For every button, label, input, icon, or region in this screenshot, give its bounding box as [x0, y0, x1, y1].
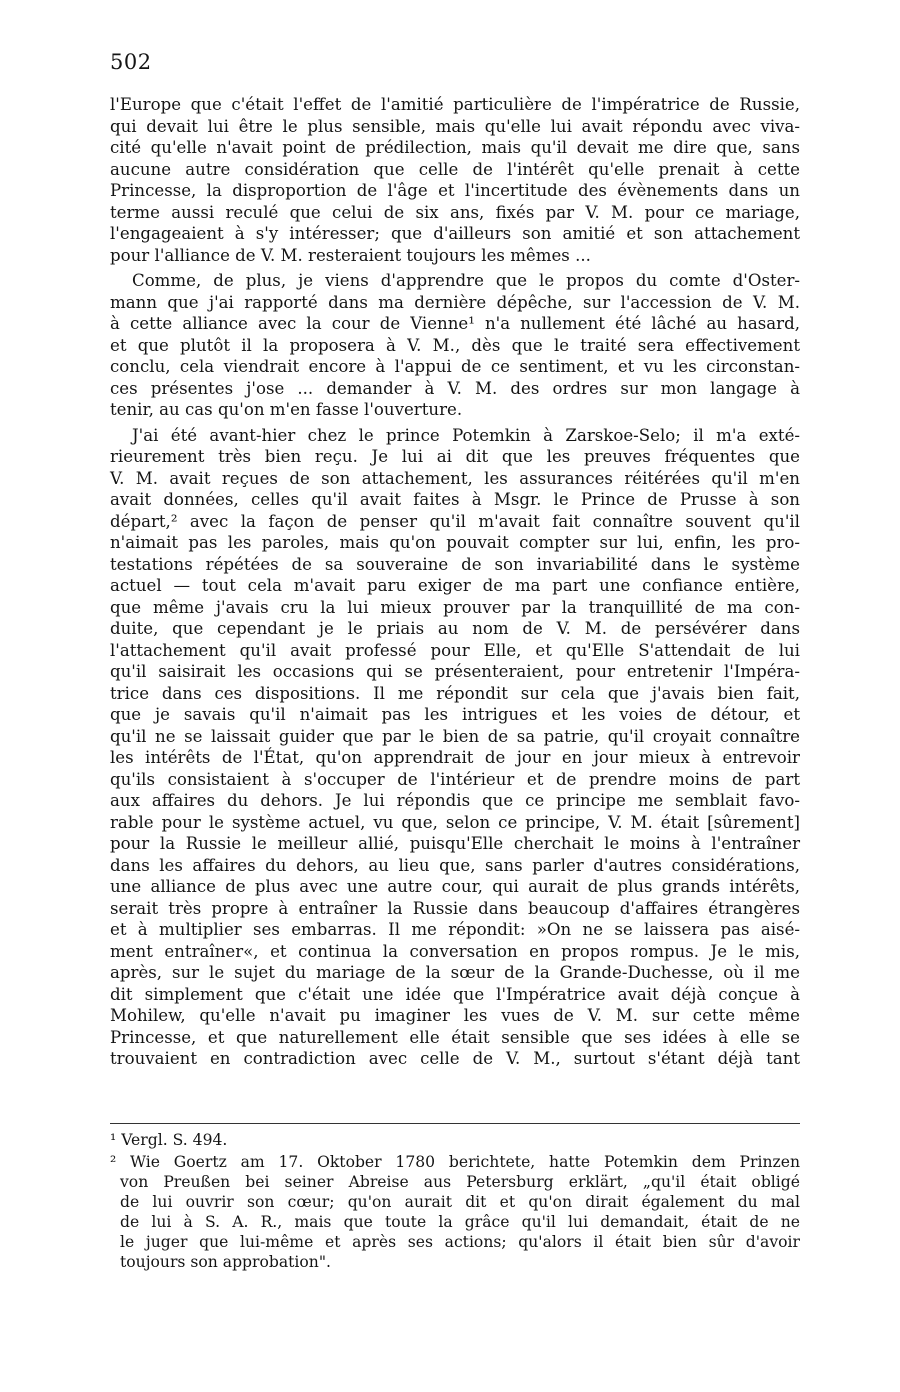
- text-line: que je savais qu'il n'aimait pas les intrigues et les voies de détour, et: [110, 705, 800, 724]
- text-line: Mohilew, qu'elle n'avait pu imaginer les vues de V. M. sur cette même: [110, 1006, 800, 1025]
- text-line: V. M. avait reçues de son attachement, les assurances réitérées qu'il m'en: [110, 468, 800, 488]
- text-line: mann que j'ai rapporté dans ma dernière dépêche, sur l'accession de V. M.: [110, 292, 800, 312]
- text-line: pour l'alliance de V. M. resteraient toujours les mêmes ...: [110, 245, 591, 265]
- text-line: Princesse, la disproportion de l'âge et l'incertitude des évènements dans un: [110, 181, 800, 200]
- text-line: terme aussi reculé que celui de six ans, fixés par V. M. pour ce mariage,: [110, 202, 800, 222]
- text-line: conclu, cela viendrait encore à l'appui de ce sentiment, et vu les circonstan-: [110, 357, 800, 376]
- text-line: dit simplement que c'était une idée que l'Impératrice avait déjà conçue à: [110, 984, 800, 1004]
- footnote-line: toujours son approbation".: [120, 1253, 331, 1271]
- text-line: rable pour le système actuel, vu que, selon ce principe, V. M. était [sûrement]: [110, 812, 800, 832]
- text-line: Comme, de plus, je viens d'apprendre que le propos du comte d'Oster-: [132, 271, 800, 290]
- text-line: aucune autre considération que celle de l'intérêt qu'elle prenait à cette: [110, 159, 800, 179]
- text-line: l'Europe que c'était l'effet de l'amitié particulière de l'impératrice de Russie,: [110, 95, 800, 114]
- text-line: aux affaires du dehors. Je lui répondis que ce principe me semblait favo-: [110, 791, 800, 810]
- text-line: qu'ils consistaient à s'occuper de l'intérieur et de prendre moins de part: [110, 769, 800, 789]
- paragraph: [110, 94, 800, 266]
- text-line: J'ai été avant-hier chez le prince Potemkin à Zarskoe-Selo; il m'a exté-: [132, 425, 800, 445]
- text-line: départ,² avec la façon de penser qu'il m'avait fait connaître souvent qu'il: [110, 511, 800, 531]
- text-line: rieurement très bien reçu. Je lui ai dit que les preuves fréquentes que: [110, 447, 800, 466]
- footnote-line: ² Wie Goertz am 17. Oktober 1780 berichtete, hatte Potemkin dem Prinzen: [110, 1153, 800, 1171]
- text-line: qu'il saisirait les occasions qui se présenteraient, pour entretenir l'Impéra-: [110, 662, 800, 681]
- text-line: testations répétées de sa souveraine de son invariabilité dans le système: [110, 554, 800, 574]
- text-line: avait données, celles qu'il avait faites à Msgr. le Prince de Prusse à son: [110, 490, 800, 509]
- page-number: 502: [110, 50, 152, 74]
- text-line: serait très propre à entraîner la Russie dans beaucoup d'affaires étrangères: [110, 898, 800, 918]
- text-line: duite, que cependant je le priais au nom de V. M. de persévérer dans: [110, 619, 800, 638]
- text-line: les intérêts de l'État, qu'on apprendrait de jour en jour mieux à entrevoir: [110, 748, 800, 767]
- text-line: Princesse, et que naturellement elle était sensible que ses idées à elle se: [110, 1027, 800, 1047]
- footnote-line: de lui ouvrir son cœur; qu'on aurait dit et qu'on dirait également du mal: [120, 1193, 800, 1211]
- text-line: à cette alliance avec la cour de Vienne¹ n'a nullement été lâché au hasard,: [110, 314, 800, 333]
- main-text: [110, 94, 800, 1074]
- text-line: cité qu'elle n'avait point de prédilection, mais qu'il devait me dire que, sans: [110, 138, 800, 157]
- text-line: une alliance de plus avec une autre cour, qui aurait de plus grands intérêts,: [110, 877, 800, 896]
- text-line: qui devait lui être le plus sensible, mais qu'elle lui avait répondu avec viva-: [110, 116, 800, 136]
- text-line: ment entraîner«, et continua la conversation en propos rompus. Je le mis,: [110, 941, 800, 961]
- footnote: [110, 1130, 800, 1150]
- text-line: ces présentes j'ose ... demander à V. M. des ordres sur mon langage à: [110, 378, 800, 398]
- footnote-line: von Preußen bei seiner Abreise aus Petersburg erklärt, „qu'il était obligé: [120, 1173, 800, 1191]
- footnote-divider: [110, 1123, 800, 1124]
- text-line: qu'il ne se laissait guider que par le bien de sa patrie, qu'il croyait connaître: [110, 726, 800, 746]
- text-line: actuel — tout cela m'avait paru exiger de ma part une confiance entière,: [110, 576, 800, 595]
- text-line: pour la Russie le meilleur allié, puisqu'Elle cherchait le moins à l'entraîner: [110, 834, 800, 853]
- footnotes: [110, 1130, 800, 1274]
- text-line: tenir, au cas qu'on m'en fasse l'ouverture.: [110, 400, 463, 419]
- text-line: et à multiplier ses embarras. Il me répondit: »On ne se laissera pas aisé-: [110, 920, 800, 939]
- text-line: n'aimait pas les paroles, mais qu'on pouvait compter sur lui, enfin, les pro-: [110, 533, 800, 552]
- text-line: trouvaient en contradiction avec celle de V. M., surtout s'étant déjà tant: [110, 1049, 800, 1068]
- footnote-line: de lui à S. A. R., mais que toute la grâce qu'il lui demandait, était de ne: [120, 1213, 800, 1231]
- text-line: et que plutôt il la proposera à V. M., dès que le traité sera effectivement: [110, 335, 800, 355]
- text-line: l'attachement qu'il avait professé pour Elle, et qu'Elle S'attendait de lui: [110, 640, 800, 660]
- footnote-line: le juger que lui-même et après ses actions; qu'alors il était bien sûr d'avoir: [120, 1233, 800, 1251]
- footnote-line: ¹ Vergl. S. 494.: [110, 1131, 228, 1149]
- text-line: que même j'avais cru la lui mieux prouver par la tranquillité de ma con-: [110, 597, 800, 617]
- paragraph: [110, 270, 800, 421]
- text-line: dans les affaires du dehors, au lieu que, sans parler d'autres considérations,: [110, 855, 800, 875]
- paragraph: [110, 425, 800, 1070]
- footnote: [110, 1152, 800, 1272]
- text-line: l'engageaient à s'y intéresser; que d'ailleurs son amitié et son attachement: [110, 224, 800, 243]
- text-line: trice dans ces dispositions. Il me répondit sur cela que j'avais bien fait,: [110, 683, 800, 703]
- text-line: après, sur le sujet du mariage de la sœur de la Grande-Duchesse, où il me: [110, 963, 800, 982]
